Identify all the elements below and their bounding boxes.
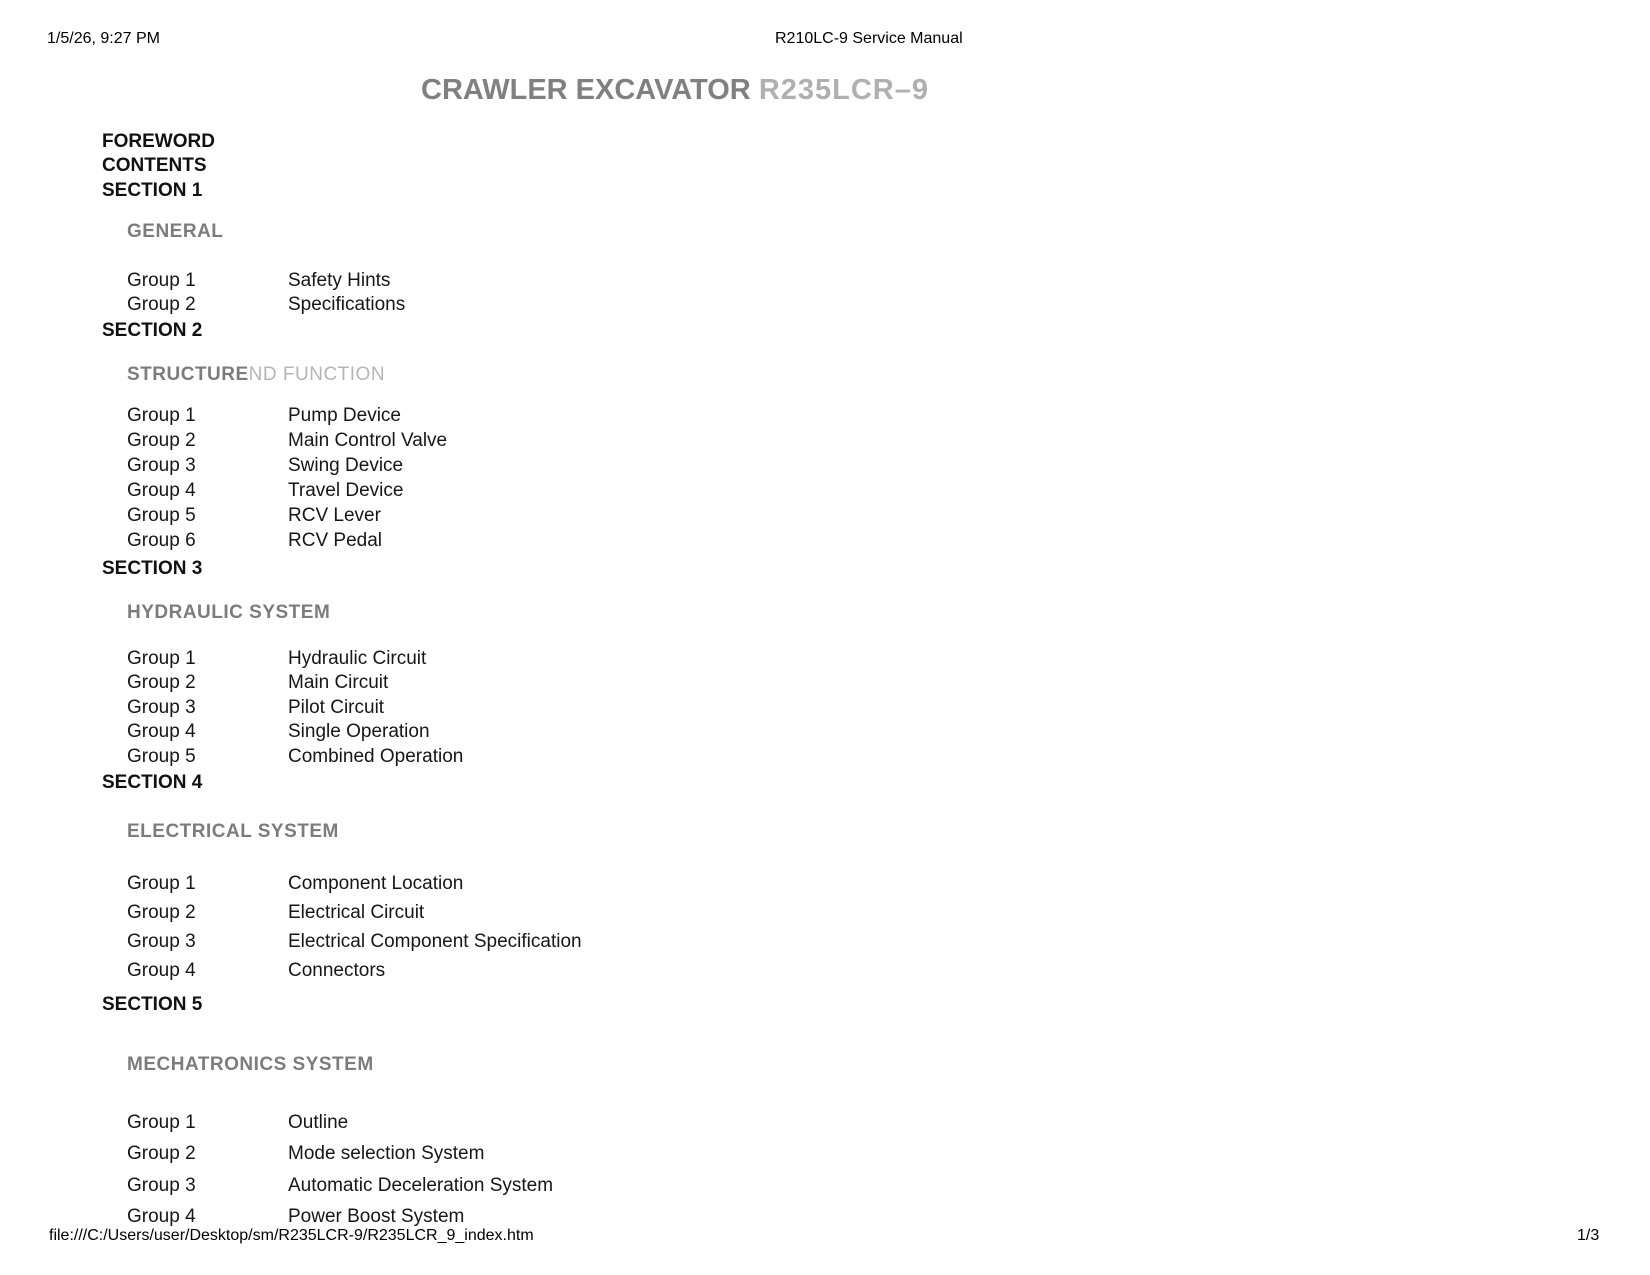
toc-group-label: Group 3 (127, 455, 196, 476)
toc-group-label: Group 3 (127, 931, 196, 952)
toc-section-label: SECTION 2 (102, 320, 203, 341)
toc-section-heading-primary: HYDRAULIC SYSTEM (127, 602, 331, 623)
print-footer-file-path: file:///C:/Users/user/Desktop/sm/R235LCR-9/R235LCR_9_index.htm (49, 1227, 534, 1244)
toc-section-label: SECTION 4 (102, 772, 203, 793)
toc-group-row (127, 269, 390, 292)
toc-group-label: Group 5 (127, 505, 196, 526)
toc-group-label: Group 2 (127, 1143, 196, 1164)
toc-group-title: Main Control Valve (288, 430, 448, 451)
toc-section-heading (127, 601, 330, 624)
toc-group-row (127, 429, 447, 452)
toc-group-title: Travel Device (288, 480, 404, 501)
toc-group-row (127, 901, 424, 924)
page-title-primary: CRAWLER EXCAVATOR (421, 74, 751, 106)
toc-group-label: Group 2 (127, 672, 196, 693)
toc-group-title: Component Location (288, 873, 464, 894)
toc-group-row (127, 1111, 348, 1134)
toc-section-heading-primary: ELECTRICAL SYSTEM (127, 821, 339, 842)
toc-group-row (127, 720, 430, 743)
toc-group-title: Outline (288, 1112, 349, 1133)
toc-group-row (127, 930, 582, 953)
toc-group-row (127, 1205, 464, 1228)
toc-group-label: Group 3 (127, 697, 196, 718)
toc-section-heading-primary: MECHATRONICS SYSTEM (127, 1054, 374, 1075)
toc-group-title: Connectors (288, 960, 386, 981)
toc-group-title: RCV Lever (288, 505, 381, 526)
toc-group-row (127, 404, 401, 427)
toc-group-row (127, 1174, 553, 1197)
page-title-model: R235LCR–9 (758, 74, 929, 106)
toc-section-heading (127, 1053, 374, 1076)
toc-group-title: Pilot Circuit (288, 697, 385, 718)
toc-group-label: Group 2 (127, 294, 196, 315)
toc-section-heading (127, 220, 223, 243)
toc-group-row (127, 1142, 484, 1165)
toc-group-title: Safety Hints (288, 270, 391, 291)
toc-section-heading (127, 363, 385, 386)
toc-group-row (127, 872, 463, 895)
toc-group-label: Group 4 (127, 721, 196, 742)
toc-section-label: SECTION 3 (102, 558, 203, 579)
toc-group-title: Combined Operation (288, 746, 464, 767)
toc-group-row (127, 647, 426, 670)
toc-section-heading-secondary: ND FUNCTION (248, 364, 386, 385)
toc-group-label: Group 1 (127, 405, 196, 426)
toc-group-label: Group 4 (127, 480, 196, 501)
toc-group-title: Single Operation (288, 721, 430, 742)
toc-group-label: Group 1 (127, 1112, 196, 1133)
toc-group-title: Mode selection System (288, 1143, 485, 1164)
print-header-datetime: 1/5/26, 9:27 PM (47, 30, 160, 47)
toc-group-label: Group 3 (127, 1175, 196, 1196)
toc-group-title: RCV Pedal (288, 530, 382, 551)
toc-group-label: Group 1 (127, 648, 196, 669)
toc-group-title: Main Circuit (288, 672, 389, 693)
toc-group-label: Group 5 (127, 746, 196, 767)
toc-section-label: SECTION 5 (102, 994, 203, 1015)
toc-group-title: Pump Device (288, 405, 401, 426)
toc-group-row (127, 529, 382, 552)
print-footer-page-number: 1/3 (1577, 1227, 1600, 1244)
toc-group-label: Group 2 (127, 430, 196, 451)
toc-group-row (127, 745, 463, 768)
toc-group-label: Group 1 (127, 270, 196, 291)
toc-section-heading (127, 820, 339, 843)
toc-section-label: SECTION 1 (102, 180, 203, 201)
toc-group-row (127, 479, 403, 502)
toc-group-title: Swing Device (288, 455, 404, 476)
toc-section-heading-primary: STRUCTURE (127, 364, 249, 385)
toc-group-title: Electrical Component Specification (288, 931, 582, 952)
toc-item-contents: CONTENTS (102, 155, 207, 176)
toc-group-row (127, 696, 384, 719)
toc-group-label: Group 1 (127, 873, 196, 894)
toc-group-title: Power Boost System (288, 1206, 465, 1227)
print-header-document-title: R210LC-9 Service Manual (775, 30, 963, 47)
toc-item-foreword: FOREWORD (102, 131, 215, 152)
toc-group-row (127, 504, 381, 527)
toc-group-label: Group 4 (127, 1206, 196, 1227)
toc-group-row (127, 454, 403, 477)
toc-group-title: Specifications (288, 294, 406, 315)
toc-group-title: Automatic Deceleration System (288, 1175, 554, 1196)
toc-group-label: Group 4 (127, 960, 196, 981)
toc-group-label: Group 6 (127, 530, 196, 551)
toc-group-label: Group 2 (127, 902, 196, 923)
toc-group-row (127, 293, 405, 316)
toc-group-row (127, 671, 388, 694)
toc-group-title: Electrical Circuit (288, 902, 425, 923)
toc-section-heading-primary: GENERAL (127, 221, 224, 242)
toc-group-title: Hydraulic Circuit (288, 648, 427, 669)
toc-group-row (127, 959, 385, 982)
